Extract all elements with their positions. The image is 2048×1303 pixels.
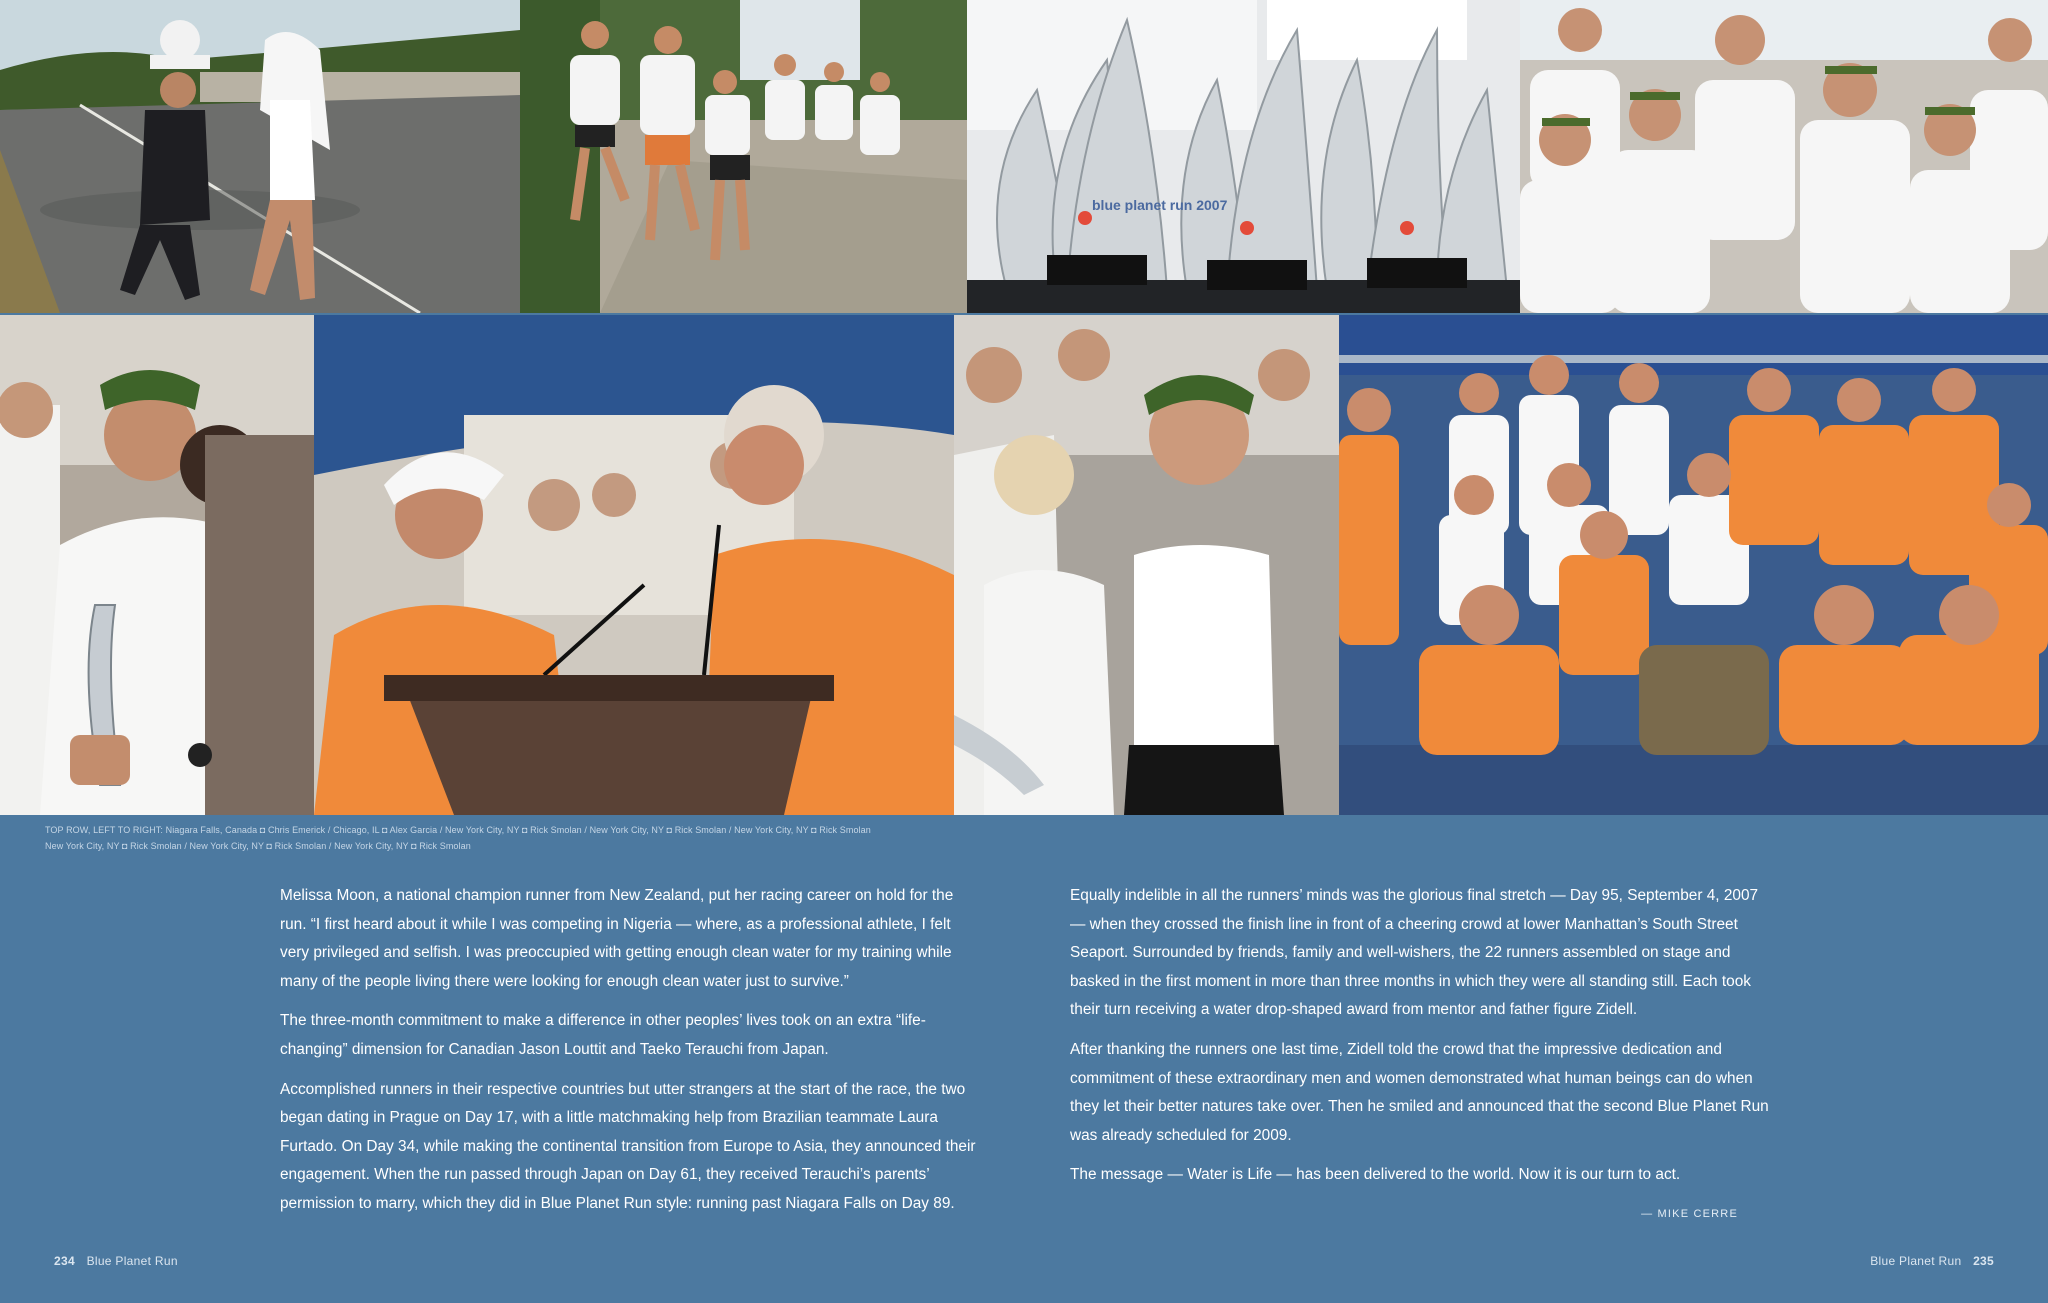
right-text-column: [1070, 882, 1770, 1201]
photo-runners-laurel-wreaths: [1520, 0, 2048, 313]
author-signature: — MIKE CERRE: [1641, 1208, 1738, 1220]
left-text-column: [280, 882, 980, 1230]
right-paragraph-3: The message — Water is Life — has been delivered to the world. Now it is our turn to act.: [1070, 1166, 1681, 1184]
caption-line-1: TOP ROW, LEFT TO RIGHT: Niagara Falls, Canada ◘ Chris Emerick / Chicago, IL ◘ Alex Garcia / New York City, NY ◘ Rick Smolan / New York City, NY ◘ Rick Smolan / New York City, NY ◘ Rick Smolan: [45, 825, 871, 835]
left-paragraph-3: Accomplished runners in their respective countries but utter strangers at the start of the race, the two began dating in Prague on Day 17, with a little matchmaking help from Brazilian teammate Laura Furtado. On Day 34, while making the continental transition from Europe to Asia, they announced their engagement. When the run passed through Japan on Day 61, they received Terauchi’s parents’ permission to marry, which they did in Blue Planet Run style: running past Niagara Falls on Day 89.: [280, 1080, 976, 1212]
photo-runner-holding-trophy: [0, 315, 314, 815]
photo-podium-speakers: [314, 315, 954, 815]
right-running-title: Blue Planet Run: [1870, 1254, 1962, 1268]
left-paragraph-2: The three-month commitment to make a difference in other peoples’ lives took on an extra “life-changing” dimension for Canadian Jason Louttit and Taeko Terauchi from Japan.: [280, 1012, 926, 1058]
left-running-title: Blue Planet Run: [86, 1254, 178, 1268]
photo-glass-trophies: [967, 0, 1520, 313]
right-paragraph-2: After thanking the runners one last time, Zidell told the crowd that the impressive dedication and commitment of these extraordinary men and women demonstrated what human beings can do when they let their better natures take over. Then he smiled and announced that the second Blue Planet Run was already scheduled for 2009.: [1070, 1040, 1769, 1144]
caption-line-2: New York City, NY ◘ Rick Smolan / New York City, NY ◘ Rick Smolan / New York City, NY ◘ Rick Smolan: [45, 841, 471, 851]
photo-team-group-photo: [1339, 315, 2048, 815]
right-page-number: 235: [1973, 1254, 1994, 1268]
left-page-footer: [46, 1254, 178, 1268]
trophy-text-1: blue planet run 2007: [1092, 197, 1228, 213]
left-page-number: 234: [54, 1254, 75, 1268]
photo-captions: [45, 822, 871, 854]
photo-group-running-street: [520, 0, 967, 313]
right-page-footer: [1870, 1254, 2002, 1268]
photo-woman-runner-laurel: [954, 315, 1339, 815]
photo-runners-bride-groom: [0, 0, 520, 313]
right-paragraph-1: Equally indelible in all the runners’ minds was the glorious final stretch — Day 95, September 4, 2007 — when they crossed the finish line in front of a cheering crowd at lower Manhattan’s South Street Seaport. Surrounded by friends, family and well-wishers, the 22 runners assembled on stage and basked in the first moment in more than three months in which they were all standing still. Each took their turn receiving a water drop-shaped award from mentor and father figure Zidell.: [1070, 887, 1759, 1019]
left-paragraph-1: Melissa Moon, a national champion runner from New Zealand, put her racing career on hold for the run. “I first heard about it while I was competing in Nigeria — where, as a professional athlete, I felt very privileged and selfish. I was preoccupied with getting enough clean water for my training while many of the people living there were looking for enough clean water just to survive.”: [280, 887, 954, 990]
